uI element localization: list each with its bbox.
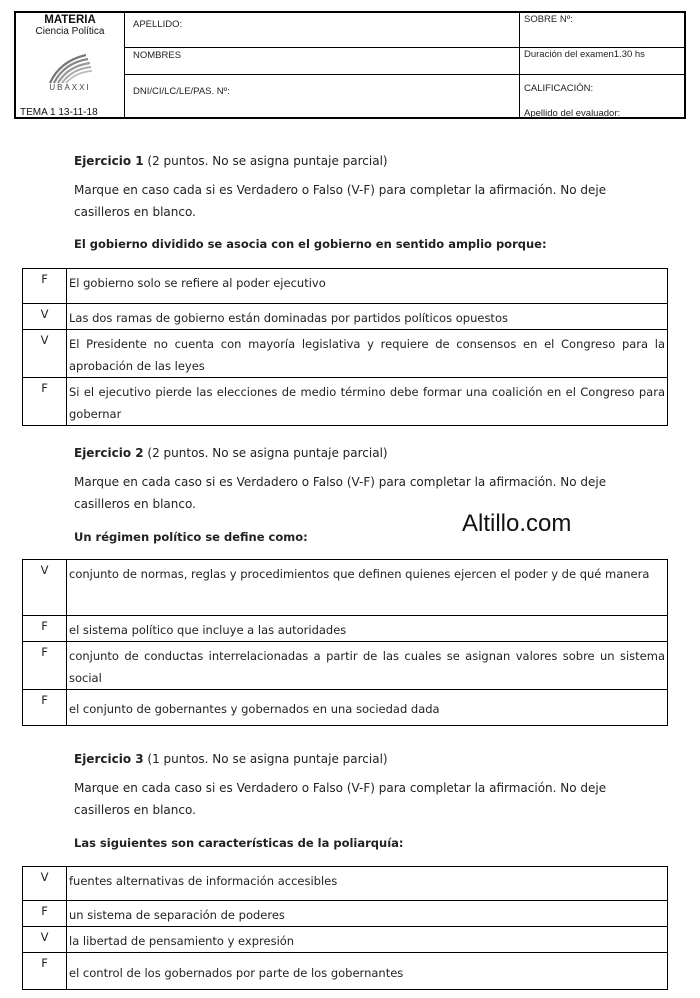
names-field-label: NOMBRES — [133, 50, 182, 61]
statement-cell: Las dos ramas de gobierno están dominadas por partidos políticos opuestos — [67, 304, 668, 330]
exercise-points: (1 puntos. No se asigna puntaje parcial) — [147, 752, 388, 766]
table-row — [23, 560, 668, 616]
answer-cell[interactable]: F — [23, 616, 67, 642]
table-row — [23, 953, 668, 990]
table-row — [23, 867, 668, 901]
table-row — [23, 901, 668, 927]
statement-cell: conjunto de conductas interrelacionadas a partir de las cuales se asignan valores sobre un sistema social — [67, 642, 668, 690]
statement-cell: el conjunto de gobernantes y gobernados en una sociedad dada — [67, 690, 668, 726]
ubaxxi-logo-icon — [46, 53, 94, 85]
exercise-question: Las siguientes son características de la poliarquía: — [74, 836, 404, 850]
exercise-instruction: Marque en caso cada si es Verdadero o Falso (V-F) para completar la afirmación. No deje casilleros en blanco. — [74, 183, 607, 219]
table-row — [23, 927, 668, 953]
statement-cell: El Presidente no cuenta con mayoría legislativa y requiere de consensos en el Congreso para la aprobación de las leyes — [67, 330, 668, 378]
answer-cell[interactable]: V — [23, 560, 67, 616]
answer-cell[interactable]: F — [23, 953, 67, 990]
header-divider — [519, 13, 520, 117]
exercise-points: (2 puntos. No se asigna puntaje parcial) — [147, 446, 388, 460]
table-row — [23, 378, 668, 426]
statement-cell: el sistema político que incluye a las autoridades — [67, 616, 668, 642]
statement-cell: fuentes alternativas de información accesibles — [67, 867, 668, 901]
table-row — [23, 269, 668, 304]
answer-cell[interactable]: V — [23, 927, 67, 953]
exam-header — [14, 11, 686, 119]
header-divider — [124, 47, 684, 48]
answer-cell[interactable]: F — [23, 269, 67, 304]
answer-cell[interactable]: F — [23, 642, 67, 690]
exercise-points: (2 puntos. No se asigna puntaje parcial) — [147, 154, 388, 168]
logo-text: UBAXXI — [49, 83, 91, 92]
exercise-instruction: Marque en cada caso si es Verdadero o Falso (V-F) para completar la afirmación. No deje casilleros en blanco. — [74, 475, 607, 511]
statement-cell: Si el ejecutivo pierde las elecciones de medio término debe formar una coalición en el Congreso para gobernar — [67, 378, 668, 426]
subject-label: MATERIA — [44, 14, 96, 26]
answer-cell[interactable]: F — [23, 378, 67, 426]
answer-table-1 — [22, 268, 668, 426]
answer-cell[interactable]: F — [23, 690, 67, 726]
evaluator-label: Apellido del evaluador: — [524, 108, 621, 119]
table-row — [23, 642, 668, 690]
exercise-title: Ejercicio 1 — [74, 154, 144, 168]
subject-value: Ciencia Política — [35, 26, 105, 37]
table-row — [23, 304, 668, 330]
header-divider — [124, 74, 684, 75]
surname-field-label: APELLIDO: — [133, 19, 183, 30]
table-row — [23, 616, 668, 642]
exercise-2-heading — [74, 442, 388, 464]
answer-cell[interactable]: V — [23, 304, 67, 330]
statement-cell: la libertad de pensamiento y expresión — [67, 927, 668, 953]
exercise-title: Ejercicio 2 — [74, 446, 144, 460]
answer-table-2 — [22, 559, 668, 726]
statement-cell: conjunto de normas, reglas y procedimientos que definen quienes ejercen el poder y de qué manera — [67, 560, 668, 616]
answer-cell[interactable]: V — [23, 867, 67, 901]
exam-theme-date: TEMA 1 13-11-18 — [20, 107, 98, 118]
exercise-instruction: Marque en cada caso si es Verdadero o Falso (V-F) para completar la afirmación. No deje casilleros en blanco. — [74, 781, 607, 817]
header-divider — [124, 13, 125, 117]
subject-block — [16, 13, 124, 37]
exam-duration: Duración del examen1.30 hs — [524, 49, 645, 60]
watermark: Altillo.com — [462, 510, 572, 537]
statement-cell: El gobierno solo se refiere al poder ejecutivo — [67, 269, 668, 304]
exercise-question: Un régimen político se define como: — [74, 530, 308, 544]
answer-cell[interactable]: F — [23, 901, 67, 927]
table-row — [23, 690, 668, 726]
exercise-question: El gobierno dividido se asocia con el gobierno en sentido amplio porque: — [74, 237, 547, 251]
table-row — [23, 330, 668, 378]
answer-table-3 — [22, 866, 668, 990]
answer-cell[interactable]: V — [23, 330, 67, 378]
exercise-1-heading — [74, 150, 388, 172]
grade-label: CALIFICACIÓN: — [524, 83, 594, 94]
exercise-title: Ejercicio 3 — [74, 752, 144, 766]
id-field-label: DNI/CI/LC/LE/PAS. Nº: — [133, 86, 230, 97]
envelope-number-label: SOBRE Nº: — [524, 14, 573, 25]
statement-cell: el control de los gobernados por parte de los gobernantes — [67, 953, 668, 990]
statement-cell: un sistema de separación de poderes — [67, 901, 668, 927]
exercise-3-heading — [74, 748, 388, 770]
